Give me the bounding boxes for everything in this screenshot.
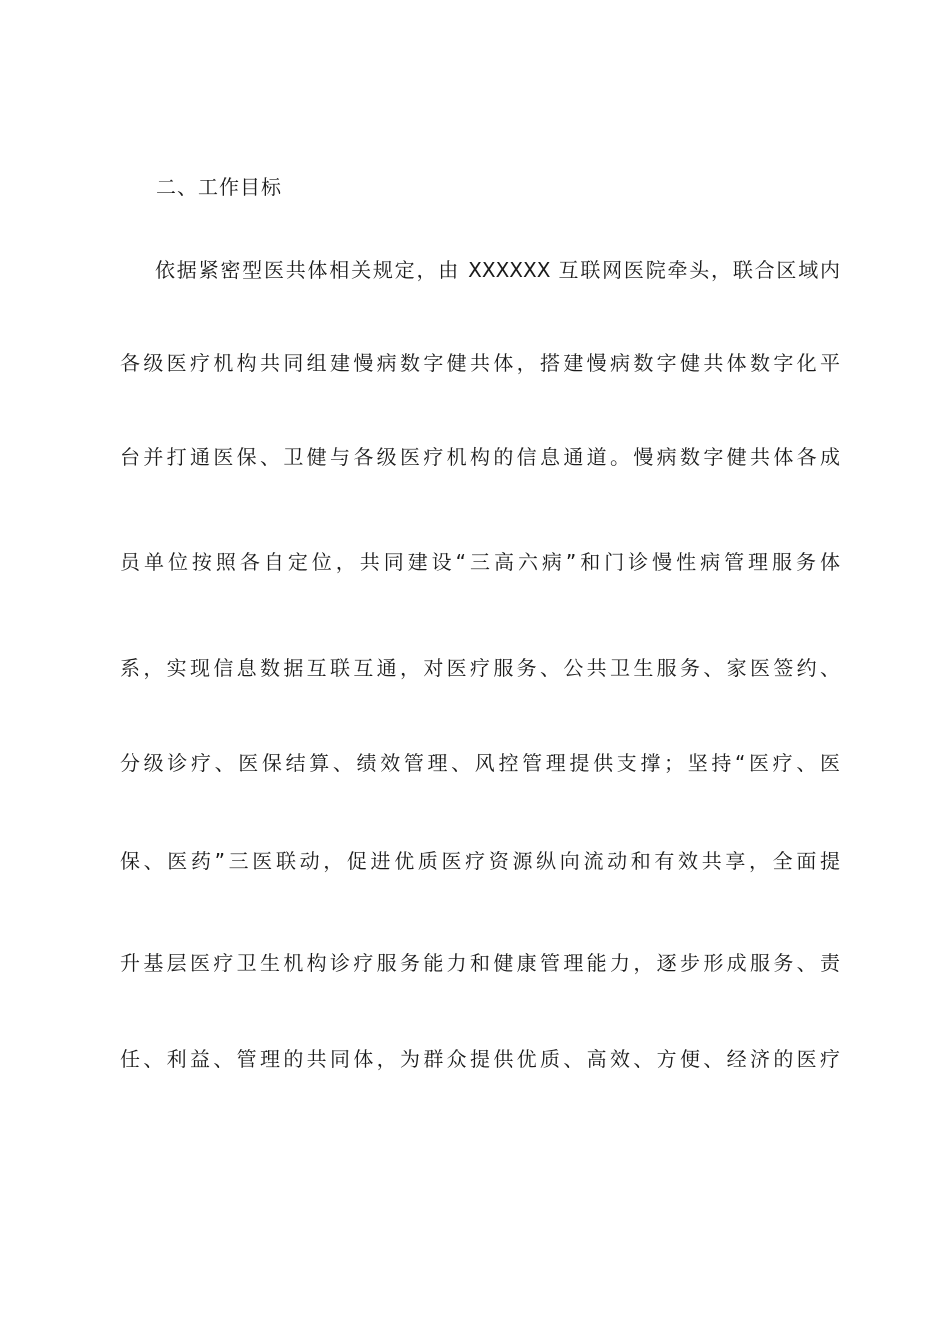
section-heading: 二、工作目标: [156, 175, 282, 199]
paragraph-line-6: 分级诊疗、医保结算、绩效管理、风控管理提供支撑；坚持“医疗、医: [120, 751, 840, 775]
paragraph-line-8: 升基层医疗卫生机构诊疗服务能力和健康管理能力，逐步形成服务、责: [120, 951, 840, 975]
paragraph-line-9: 任、利益、管理的共同体，为群众提供优质、高效、方便、经济的医疗: [120, 1047, 840, 1071]
paragraph-line-1: 依据紧密型医共体相关规定，由 XXXXXX 互联网医院牵头，联合区域内: [155, 258, 840, 282]
paragraph-line-5: 系，实现信息数据互联互通，对医疗服务、公共卫生服务、家医签约、: [120, 656, 840, 680]
paragraph-line-7: 保、医药”三医联动，促进优质医疗资源纵向流动和有效共享，全面提: [120, 849, 840, 873]
paragraph-line-4: 员单位按照各自定位，共同建设“三高六病”和门诊慢性病管理服务体: [120, 550, 840, 574]
paragraph-line-2: 各级医疗机构共同组建慢病数字健共体，搭建慢病数字健共体数字化平: [120, 351, 840, 375]
paragraph-line-3: 台并打通医保、卫健与各级医疗机构的信息通道。慢病数字健共体各成: [120, 445, 840, 469]
